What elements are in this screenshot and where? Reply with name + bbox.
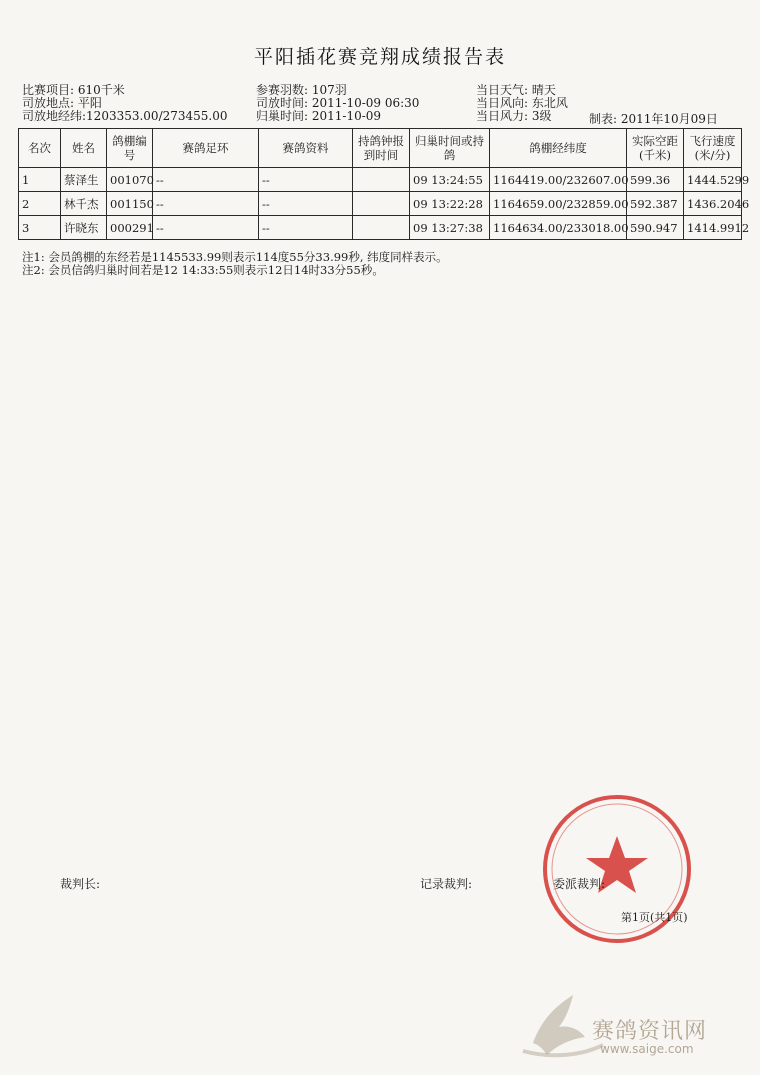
cell-rank: 1	[19, 168, 61, 192]
watermark-text: 赛鸽资讯网	[592, 1019, 708, 1044]
header-speed: 飞行速度(米/分)	[684, 129, 742, 168]
cell-arrival: 09 13:22:28	[410, 192, 490, 216]
cell-loft-no: 000291	[107, 216, 153, 240]
table-row	[19, 192, 742, 216]
cell-coords: 1164659.00/232859.00	[490, 192, 627, 216]
cell-arrival: 09 13:24:55	[410, 168, 490, 192]
cell-coords: 1164634.00/233018.00	[490, 216, 627, 240]
header-clock-time: 持鸽钟报到时间	[353, 129, 410, 168]
cell-ring: --	[153, 168, 259, 192]
cell-clock-time	[353, 168, 410, 192]
cell-loft-no: 001150	[107, 192, 153, 216]
cell-name: 林千杰	[61, 192, 107, 216]
header-coords: 鸽棚经纬度	[490, 129, 627, 168]
results-table	[18, 128, 750, 240]
release-time: 司放时间: 2011-10-09 06:30	[256, 96, 420, 110]
header-pigeon-info: 赛鸽资料	[259, 129, 353, 168]
wind-force: 当日风力: 3级	[476, 109, 552, 123]
header-ring: 赛鸽足环	[153, 129, 259, 168]
cell-arrival: 09 13:27:38	[410, 216, 490, 240]
page-number: 第1页(共1页)	[621, 911, 688, 924]
cell-speed: 1436.2046	[684, 192, 742, 216]
cell-distance: 590.947	[627, 216, 684, 240]
made-on-date: 制表: 2011年10月09日	[589, 112, 718, 126]
cell-pigeon-info: --	[259, 216, 353, 240]
cell-speed: 1444.5299	[684, 168, 742, 192]
header-rank: 名次	[19, 129, 61, 168]
weather: 当日天气: 晴天	[476, 83, 556, 97]
header-arrival: 归巢时间或持鸽	[410, 129, 490, 168]
header-name: 姓名	[61, 129, 107, 168]
cell-ring: --	[153, 192, 259, 216]
cell-pigeon-info: --	[259, 192, 353, 216]
recording-referee-label: 记录裁判:	[420, 877, 473, 891]
release-location: 司放地点: 平阳	[22, 96, 102, 110]
watermark-swoosh	[523, 1045, 603, 1055]
return-time: 归巢时间: 2011-10-09	[256, 109, 382, 123]
cell-rank: 2	[19, 192, 61, 216]
release-coords: 司放地经纬:1203353.00/273455.00	[22, 109, 228, 123]
note-2: 注2: 会员信鸽归巢时间若是12 14:33:55则表示12日14时33分55秒。	[22, 263, 384, 277]
watermark-bird-shape	[533, 995, 585, 1055]
cell-speed: 1414.9912	[684, 216, 742, 240]
cell-name: 蔡泽生	[61, 168, 107, 192]
cell-coords: 1164419.00/232607.00	[490, 168, 627, 192]
table-header-row	[19, 129, 742, 168]
cell-pigeon-info: --	[259, 168, 353, 192]
cell-ring: --	[153, 216, 259, 240]
entries-count: 参赛羽数: 107羽	[256, 83, 347, 97]
assigned-referee-label: 委派裁判:	[553, 877, 606, 891]
report-title: 平阳插花赛竞翔成绩报告表	[253, 46, 506, 68]
notes	[22, 251, 448, 277]
chief-referee-label: 裁判长:	[60, 877, 101, 891]
cell-loft-no: 001070	[107, 168, 153, 192]
race-item: 比赛项目: 610千米	[22, 83, 125, 97]
cell-clock-time	[353, 192, 410, 216]
cell-distance: 599.36	[627, 168, 684, 192]
cell-name: 许晓东	[61, 216, 107, 240]
wind-direction: 当日风向: 东北风	[476, 96, 568, 110]
table-row	[19, 216, 742, 240]
header-distance: 实际空距(千米)	[627, 129, 684, 168]
watermark-url: www.saige.com	[600, 1042, 694, 1056]
header-loft-no: 鸽棚编号	[107, 129, 153, 168]
cell-clock-time	[353, 216, 410, 240]
table-row	[19, 168, 742, 192]
note-1: 注1: 会员鸽棚的东经若是1145533.99则表示114度55分33.99秒, 纬度同样表示。	[22, 250, 448, 264]
cell-rank: 3	[19, 216, 61, 240]
cell-distance: 592.387	[627, 192, 684, 216]
